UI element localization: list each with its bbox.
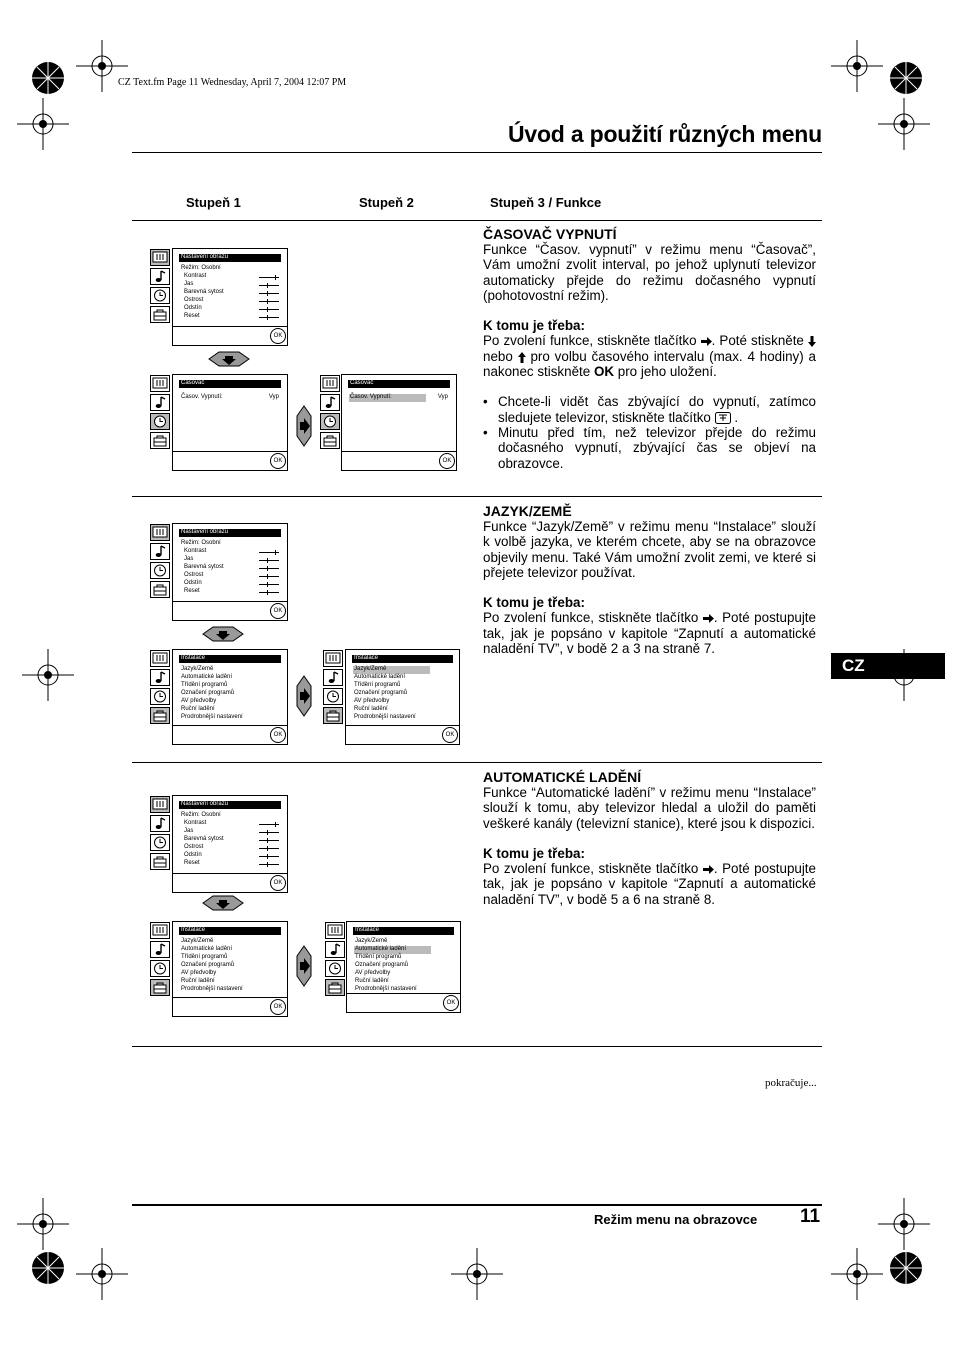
needs-label: K tomu je třeba: <box>483 318 585 334</box>
menu-item: Označení programů <box>354 690 408 696</box>
sound-menu-icon <box>320 394 340 411</box>
menu-item: Reset <box>184 313 200 319</box>
footer-rule <box>132 1204 822 1206</box>
ok-button-icon: OK <box>270 453 286 469</box>
menu-footer <box>346 725 459 744</box>
level-slider <box>259 552 279 553</box>
tv-menu-screen <box>346 921 461 1013</box>
menu-item-value: Vyp <box>437 394 448 400</box>
menu-title: Časovač <box>179 380 281 388</box>
level-slider <box>259 568 279 569</box>
menu-item: Prodrobnější nastavení <box>355 986 417 992</box>
needs-label: K tomu je třeba: <box>483 845 585 861</box>
timer-menu-icon <box>150 413 170 430</box>
crosshair-icon <box>831 40 883 92</box>
title-rule <box>132 152 822 153</box>
menu-footer <box>173 873 287 892</box>
tv-menu-screen <box>172 523 288 621</box>
ok-button-icon: OK <box>270 875 286 891</box>
tv-menu-screen <box>172 248 288 346</box>
menu-item: Prodrobnější nastavení <box>181 714 243 720</box>
menu-item: AV předvolby <box>354 698 390 704</box>
menu-item: Časov. Vypnutí: <box>181 394 223 400</box>
menu-item: Kontrast <box>184 273 207 279</box>
level-slider <box>259 277 279 278</box>
menu-item: Ostrost <box>184 844 204 850</box>
timer-menu-icon <box>150 834 170 851</box>
ok-button-icon: OK <box>442 727 458 743</box>
menu-title: Časovač <box>348 380 450 388</box>
menu-item: Barevná sytost <box>184 289 224 295</box>
menu-item: Automatické ladění <box>181 674 233 680</box>
tv-menu-screen <box>172 374 288 471</box>
section-rule <box>132 762 822 763</box>
picture-menu-icon <box>323 650 343 667</box>
timer-menu-icon <box>323 688 343 705</box>
setup-menu-icon <box>150 306 170 323</box>
crosshair-icon <box>831 1248 883 1300</box>
section-rule <box>132 220 822 221</box>
menu-item: Jas <box>184 281 194 287</box>
level-slider <box>259 285 279 286</box>
menu-item: Jazyk/Země <box>353 666 430 674</box>
level-slider <box>259 317 279 318</box>
picture-menu-icon <box>150 796 170 813</box>
menu-title: Nastavení obrazu <box>179 254 281 262</box>
setup-menu-icon <box>325 979 345 996</box>
menu-item: Ruční ladění <box>181 706 215 712</box>
menu-item: Reset <box>184 588 200 594</box>
language-tab: CZ <box>831 653 945 679</box>
sound-menu-icon <box>323 669 343 686</box>
menu-item: Odstín <box>184 580 202 586</box>
level-slider <box>259 848 279 849</box>
setup-menu-icon <box>320 432 340 449</box>
menu-title: Nastavení obrazu <box>179 529 281 537</box>
level-slider <box>259 584 279 585</box>
crosshair-icon <box>76 1248 128 1300</box>
menu-item: Označení programů <box>181 962 235 968</box>
picture-menu-icon <box>150 650 170 667</box>
right-button-icon <box>296 945 312 987</box>
ok-button-icon: OK <box>270 999 286 1015</box>
menu-item: Třídění programů <box>354 682 401 688</box>
menu-item: Odstín <box>184 305 202 311</box>
sound-menu-icon <box>150 394 170 411</box>
page-title: Úvod a použití různých menu <box>507 121 822 147</box>
menu-item: Třídění programů <box>355 954 402 960</box>
registration-mark-icon <box>28 58 68 98</box>
menu-title: Instalace <box>179 927 281 935</box>
menu-item: Označení programů <box>181 690 235 696</box>
picture-menu-icon <box>150 249 170 266</box>
ok-button-icon: OK <box>443 995 459 1011</box>
menu-item: Režim: Osobní <box>181 540 221 546</box>
menu-item: Kontrast <box>184 548 207 554</box>
menu-item: AV předvolby <box>181 970 217 976</box>
picture-menu-icon <box>150 524 170 541</box>
footer-section-name: Režim menu na obrazovce <box>594 1212 758 1227</box>
menu-item: Jazyk/Země <box>181 666 214 672</box>
menu-item: Jazyk/Země <box>355 938 388 944</box>
menu-title: Nastavení obrazu <box>179 801 281 809</box>
column-header-step1: Stupeň 1 <box>186 195 241 210</box>
menu-item: Režim: Osobní <box>181 265 221 271</box>
setup-menu-icon <box>150 979 170 996</box>
timer-menu-icon <box>150 688 170 705</box>
down-button-icon <box>207 351 251 367</box>
ok-button-icon: OK <box>270 727 286 743</box>
crosshair-icon <box>22 649 74 701</box>
menu-footer <box>173 725 287 744</box>
tv-menu-screen <box>341 374 457 471</box>
column-header-step2: Stupeň 2 <box>359 195 414 210</box>
setup-menu-icon <box>150 581 170 598</box>
menu-item-value: Vyp <box>268 394 279 400</box>
down-button-icon <box>201 626 245 642</box>
crosshair-icon <box>878 1198 930 1250</box>
picture-menu-icon <box>325 922 345 939</box>
section-title: ČASOVAČ VYPNUTÍ <box>483 226 617 242</box>
timer-menu-icon <box>150 960 170 977</box>
column-header-step3: Stupeň 3 / Funkce <box>490 195 602 210</box>
section-body: Funkce “Časov. vypnutí” v režimu menu “Časovač”, Vám umožní zvolit interval, po jehož uplynutí televizor automaticky přejde do režimu dočasného vypnutí (pohotovostní režim). <box>483 242 816 303</box>
registration-mark-icon <box>28 1248 68 1288</box>
level-slider <box>259 856 279 857</box>
arrow-up-icon <box>518 352 526 363</box>
level-slider <box>259 832 279 833</box>
instruction-text: Po zvolení funkce, stiskněte tlačítko . Poté postupujte tak, jak je popsáno v kapitole “Zapnutí a automatické naladění TV”, v bodě 2 a 3 na straně 7. <box>483 610 816 657</box>
menu-footer <box>342 451 456 470</box>
menu-item: Jas <box>184 556 194 562</box>
menu-item: Barevná sytost <box>184 836 224 842</box>
registration-mark-icon <box>886 58 926 98</box>
level-slider <box>259 864 279 865</box>
section-auto-tuning <box>483 769 816 907</box>
setup-menu-icon <box>323 707 343 724</box>
sound-menu-icon <box>150 268 170 285</box>
section-title: AUTOMATICKÉ LADĚNÍ <box>483 769 642 785</box>
menu-item: Třídění programů <box>181 682 228 688</box>
menu-item: Ruční ladění <box>355 978 389 984</box>
registration-mark-icon <box>886 1248 926 1288</box>
timer-menu-icon <box>150 287 170 304</box>
menu-item: Automatické ladění <box>354 674 406 680</box>
right-button-icon <box>296 405 312 447</box>
arrow-right-icon <box>701 337 712 346</box>
menu-item: Barevná sytost <box>184 564 224 570</box>
menu-footer <box>173 326 287 345</box>
menu-item: Ostrost <box>184 297 204 303</box>
ok-button-icon: OK <box>439 453 455 469</box>
menu-footer <box>347 993 460 1012</box>
list-item: • Chcete-li vidět čas zbývající do vypnutí, zatímco sledujete televizor, stiskněte tlačítko . <box>483 394 816 425</box>
bullet-list <box>483 394 816 470</box>
crosshair-icon <box>17 98 69 150</box>
menu-item: Automatické ladění <box>181 946 233 952</box>
picture-menu-icon <box>320 375 340 392</box>
setup-menu-icon <box>150 853 170 870</box>
menu-item: AV předvolby <box>355 970 391 976</box>
ok-button-icon: OK <box>270 603 286 619</box>
picture-menu-icon <box>150 922 170 939</box>
menu-item: Reset <box>184 860 200 866</box>
arrow-right-icon <box>703 865 714 874</box>
level-slider <box>259 309 279 310</box>
menu-title: Instalace <box>179 655 281 663</box>
down-button-icon <box>201 895 245 911</box>
ok-button-icon: OK <box>270 328 286 344</box>
menu-item: Jazyk/Země <box>181 938 214 944</box>
right-button-icon <box>296 675 312 717</box>
section-language <box>483 503 816 656</box>
menu-item: Režim: Osobní <box>181 812 221 818</box>
list-item: • Minutu před tím, než televizor přejde do režimu dočasného vypnutí, zbývající čas se objeví na obrazovce. <box>483 425 816 471</box>
menu-title: Instalace <box>353 927 454 935</box>
tv-menu-screen <box>172 649 288 745</box>
section-rule <box>132 1046 822 1047</box>
section-rule <box>132 496 822 497</box>
section-body: Funkce “Automatické ladění” v režimu menu “Instalace” slouží k tomu, aby televizor hledal a uložil do paměti veškeré kanály (televizní stanice), které jsou k dispozici. <box>483 785 816 831</box>
menu-item: Kontrast <box>184 820 207 826</box>
instruction-text: Po zvolení funkce, stiskněte tlačítko . Poté postupujte tak, jak je popsáno v kapitole “Zapnutí a automatické naladění TV”, v bodě 5 a 6 na straně 8. <box>483 861 816 907</box>
tv-menu-screen <box>172 795 288 893</box>
sound-menu-icon <box>325 941 345 958</box>
section-timer <box>483 226 816 471</box>
sound-menu-icon <box>150 669 170 686</box>
level-slider <box>259 560 279 561</box>
level-slider <box>259 293 279 294</box>
arrow-right-icon <box>703 614 714 623</box>
menu-item: AV předvolby <box>181 698 217 704</box>
picture-menu-icon <box>150 375 170 392</box>
tv-menu-screen <box>172 921 288 1017</box>
level-slider <box>259 840 279 841</box>
sound-menu-icon <box>150 543 170 560</box>
menu-item: Ostrost <box>184 572 204 578</box>
level-slider <box>259 576 279 577</box>
menu-item: Označení programů <box>355 962 409 968</box>
level-slider <box>259 301 279 302</box>
timer-menu-icon <box>325 960 345 977</box>
menu-item: Prodrobnější nastavení <box>354 714 416 720</box>
menu-item: Automatické ladění <box>354 946 431 954</box>
file-info-header: CZ Text.fm Page 11 Wednesday, April 7, 2004 12:07 PM <box>118 77 347 88</box>
info-button-icon <box>715 412 731 424</box>
continues-note: pokračuje... <box>765 1077 817 1089</box>
sound-menu-icon <box>150 815 170 832</box>
menu-item: Prodrobnější nastavení <box>181 986 243 992</box>
tv-menu-screen <box>345 649 460 745</box>
page-number: 11 <box>800 1206 821 1227</box>
menu-title: Instalace <box>352 655 453 663</box>
arrow-down-icon <box>808 336 816 347</box>
menu-footer <box>173 451 287 470</box>
menu-item: Odstín <box>184 852 202 858</box>
menu-item: Ruční ladění <box>181 978 215 984</box>
setup-menu-icon <box>150 432 170 449</box>
timer-menu-icon <box>320 413 340 430</box>
crosshair-icon <box>451 1248 503 1300</box>
level-slider <box>259 592 279 593</box>
needs-label: K tomu je třeba: <box>483 595 585 611</box>
menu-item: Časov. Vypnutí: <box>349 394 426 402</box>
level-slider <box>259 824 279 825</box>
section-title: JAZYK/ZEMĚ <box>483 503 572 519</box>
menu-item: Ruční ladění <box>354 706 388 712</box>
sound-menu-icon <box>150 941 170 958</box>
section-body: Funkce “Jazyk/Země” v režimu menu “Instalace” slouží k volbě jazyka, ve kterém chcete, aby se na obrazovce objevily menu. Také Vám umožní zvolit zemi, ve které si přejete televizor používat. <box>483 519 816 580</box>
setup-menu-icon <box>150 707 170 724</box>
menu-item: Jas <box>184 828 194 834</box>
timer-menu-icon <box>150 562 170 579</box>
menu-item: Třídění programů <box>181 954 228 960</box>
crosshair-icon <box>17 1198 69 1250</box>
menu-footer <box>173 997 287 1016</box>
crosshair-icon <box>878 98 930 150</box>
menu-footer <box>173 601 287 620</box>
instruction-text: Po zvolení funkce, stiskněte tlačítko . Poté stiskněte nebo pro volbu časového intervalu (max. 4 hodiny) a nakonec stiskněte OK pro jeho uložení. <box>483 333 816 380</box>
